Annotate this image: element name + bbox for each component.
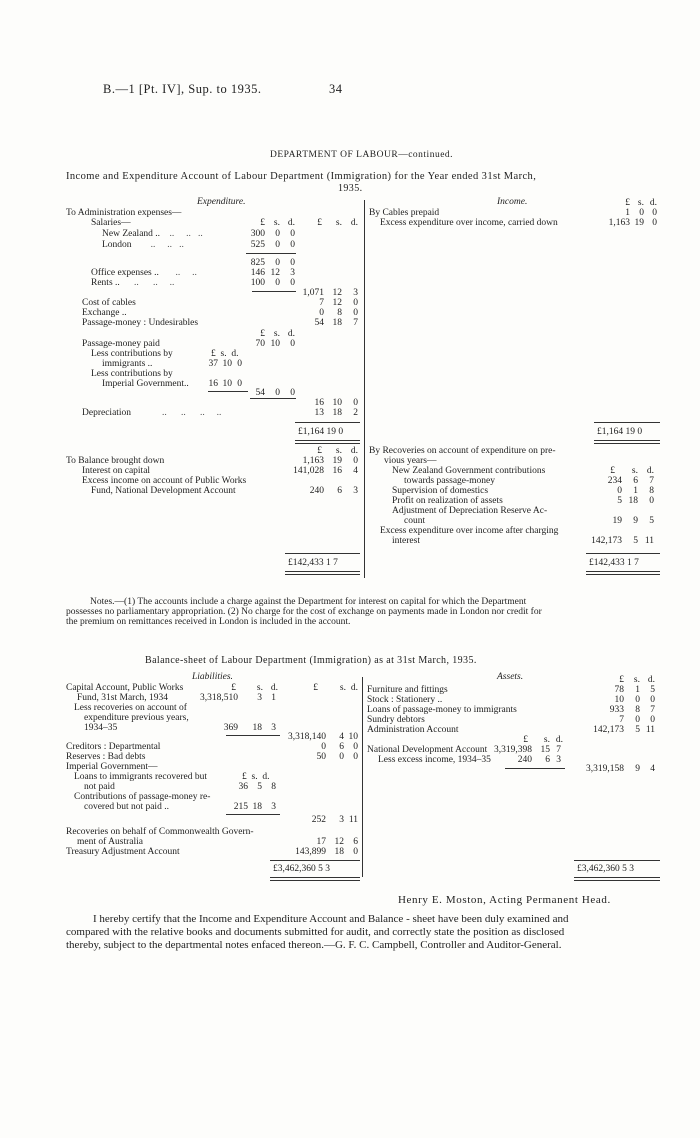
liab-loans-pounds: 36 [238, 782, 248, 792]
liab-contrib-pounds: 215 [233, 802, 248, 812]
liab-recoveries-label: Recoveries on behalf of Commonwealth Govern- [66, 827, 254, 837]
inc-nzgov-shillings: 6 [633, 476, 638, 486]
inc-cables-shillings: 0 [639, 208, 644, 218]
col-shilling: s. [339, 683, 346, 693]
exp-less2-pounds: 16 [208, 379, 218, 389]
inc-nzgov-pence: 7 [649, 476, 654, 486]
income-heading: Income. [497, 197, 528, 207]
inc-excess-label: Excess expenditure over income, carried down [380, 218, 558, 228]
rule [505, 768, 565, 769]
liab-capital-label-b: Fund, 31st March, 1934 [77, 693, 169, 703]
lsd-header: £ s. d. [211, 349, 239, 359]
asset-less-label: Less excess income, 1934–35 [378, 755, 491, 765]
inc-excess-interest-pounds: 142,173 [591, 536, 622, 546]
liab-less-label: Less recoveries on account of [74, 703, 187, 713]
rule [226, 814, 280, 815]
inc-recoveries-label-b: vious years— [384, 456, 437, 466]
liab-recoveries-shillings: 12 [334, 837, 344, 847]
inc-profit-pounds: 5 [617, 496, 622, 506]
col-shilling: s. [637, 198, 644, 208]
liab-capital-label: Capital Account, Public Works [66, 683, 184, 693]
rule [594, 422, 660, 423]
col-pence: d. [270, 683, 278, 693]
liab-creditors-pounds: 0 [321, 742, 326, 752]
inc-cables-pence: 0 [652, 208, 657, 218]
col-pound: £ [610, 466, 615, 476]
exp-exchange-label: Exchange .. [82, 308, 127, 318]
signature: Henry E. Moston, Acting Permanent Head. [398, 894, 611, 906]
asset-sundry-label: Sundry debtors [367, 715, 425, 725]
exp-cables-pounds: 7 [319, 298, 324, 308]
exp-nz-shillings: 0 [275, 229, 280, 239]
liab-creditors-shillings: 6 [339, 742, 344, 752]
inc-adjustment-pounds: 19 [612, 516, 622, 526]
col-pound: £ [625, 198, 630, 208]
inc-adjustment-pence: 5 [649, 516, 654, 526]
department-title: DEPARTMENT OF LABOUR—continued. [270, 150, 454, 160]
col-pence: d. [287, 218, 295, 228]
exp-passage-undesirables-shillings: 18 [332, 318, 342, 328]
col-shilling: s. [633, 675, 640, 685]
col-pound: £ [231, 683, 236, 693]
liab-capital-shillings: 3 [257, 693, 262, 703]
exp-cables-label: Cost of cables [82, 298, 136, 308]
liab-creditors-label: Creditors : Departmental [66, 742, 161, 752]
certificate-line-3: thereby, subject to the departmental notes enfaced thereon.—G. F. C. Campbell, Controller and Auditor-General. [66, 939, 562, 951]
inc-recoveries-label: By Recoveries on account of expenditure on pre- [369, 446, 556, 456]
expenditure-heading: Expenditure. [197, 197, 246, 207]
double-rule [295, 440, 360, 444]
inc-grand-total-2: £142,433 1 7 [589, 558, 639, 568]
exp-balance-down-label: To Balance brought down [66, 456, 165, 466]
rule [252, 291, 296, 292]
liab-contrib-label: Contributions of passage-money re- [74, 792, 211, 802]
liab-imperial-total-pence: 11 [348, 815, 358, 825]
asset-loans-label: Loans of passage-money to immigrants [367, 705, 517, 715]
asset-sundry-pounds: 7 [619, 715, 624, 725]
double-rule [594, 440, 660, 444]
asset-stock-pounds: 10 [614, 695, 624, 705]
inc-excess-pence: 0 [652, 218, 657, 228]
exp-depreciation-pence: 2 [353, 408, 358, 418]
col-pound: £ [523, 735, 528, 745]
exp-nz-pence: 0 [290, 229, 295, 239]
asset-admin-pounds: 142,173 [593, 725, 624, 735]
exp-less1-shillings: 10 [222, 359, 232, 369]
exp-interest-label: Interest on capital [82, 466, 151, 476]
rule [586, 553, 660, 554]
page-number: 34 [329, 82, 343, 96]
liab-capital-net-shillings: 4 [339, 732, 344, 742]
exp-less1-label-b: immigrants .. [102, 359, 153, 369]
liab-treasury-shillings: 18 [334, 847, 344, 857]
exp-less2-label-b: Imperial Government.. [102, 379, 189, 389]
col-pence: d. [350, 683, 358, 693]
col-pence: d. [555, 735, 563, 745]
rule [250, 398, 296, 399]
notes-line-2: possesses no parliamentary appropriation. (2) No charge for the cost of exchange on payments made in London nor credit for [66, 607, 542, 617]
inc-cables-pounds: 1 [625, 208, 630, 218]
asset-admin-label: Administration Account [367, 725, 459, 735]
asset-furniture-pence: 5 [650, 685, 655, 695]
inc-excess-shillings: 19 [634, 218, 644, 228]
asset-nda-net-pounds: 3,319,158 [586, 764, 624, 774]
exp-interest-pounds: 141,028 [293, 466, 324, 476]
liab-contrib-shillings: 18 [252, 802, 262, 812]
exp-passage-undesirables-label: Passage-money : Undesirables [82, 318, 199, 328]
liab-loans-label: Loans to immigrants recovered but [74, 772, 207, 782]
liab-imperial-label: Imperial Government— [66, 762, 158, 772]
exp-depreciation-shillings: 18 [332, 408, 342, 418]
exp-balance-down-pounds: 1,163 [302, 456, 324, 466]
asset-less-shillings: 6 [545, 755, 550, 765]
inc-adjustment-shillings: 9 [633, 516, 638, 526]
asset-nda-label: National Development Account [367, 745, 488, 755]
asset-admin-pence: 11 [645, 725, 655, 735]
col-pound: £ [619, 675, 624, 685]
inc-supervision-label: Supervision of domestics [392, 486, 489, 496]
double-rule [285, 571, 360, 575]
liab-loans-label-b: not paid [84, 782, 115, 792]
liab-reserves-shillings: 0 [339, 752, 344, 762]
liab-capital-net-pounds: 3,318,140 [288, 732, 326, 742]
exp-admin-total-shillings: 12 [332, 288, 342, 298]
ie-title-line1: Income and Expenditure Account of Labour Department (Immigration) for the Year ended 31st March, [66, 171, 537, 182]
double-rule [586, 571, 660, 575]
col-shilling: s. [543, 735, 550, 745]
inc-excess-interest-shillings: 5 [633, 536, 638, 546]
exp-interest-pence: 4 [353, 466, 358, 476]
exp-office-label: Office expenses .. .. .. [91, 268, 197, 278]
liab-recoveries-pence: 6 [353, 837, 358, 847]
exp-salaries-label: Salaries— [91, 218, 131, 228]
col-pence: d. [646, 466, 654, 476]
liab-loans-pence: 8 [271, 782, 276, 792]
exp-passage-undesirables-pounds: 54 [314, 318, 324, 328]
asset-less-pence: 3 [556, 755, 561, 765]
exp-london-shillings: 0 [275, 240, 280, 250]
liab-less-pence: 3 [271, 723, 276, 733]
inc-excess-interest-label: Excess expenditure over income after charging [380, 526, 559, 536]
liab-reserves-pence: 0 [353, 752, 358, 762]
inc-profit-pence: 0 [649, 496, 654, 506]
certificate-line-2: compared with the relative books and documents submitted for audit, and correctly state the position as disclosed [66, 926, 565, 938]
exp-london-pounds: 525 [250, 240, 265, 250]
liab-grand-total: £3,462,360 5 3 [273, 864, 330, 874]
double-rule [574, 877, 660, 881]
exp-rents-shillings: 0 [275, 278, 280, 288]
rule [246, 253, 296, 254]
liabilities-heading: Liabilities. [192, 672, 233, 682]
exp-balance-down-pence: 0 [353, 456, 358, 466]
exp-salaries-total-pounds: 825 [250, 258, 265, 268]
col-shilling: s. [273, 218, 280, 228]
exp-cables-shillings: 12 [332, 298, 342, 308]
exp-office-shillings: 12 [270, 268, 280, 278]
double-rule [270, 877, 360, 881]
exp-less-total-pence: 0 [290, 388, 295, 398]
exp-admin-total-pounds: 1,071 [302, 288, 324, 298]
col-pence: d. [350, 218, 358, 228]
inc-supervision-pounds: 0 [617, 486, 622, 496]
liab-less-label-b: expenditure previous years, [84, 713, 189, 723]
exp-depreciation-pounds: 13 [314, 408, 324, 418]
rule [574, 860, 660, 861]
exp-rents-label: Rents .. .. .. .. [91, 278, 175, 288]
exp-excess-pence: 3 [353, 486, 358, 496]
asset-nda-pounds: 3,319,398 [494, 745, 532, 755]
rule [270, 860, 360, 861]
exp-balance-down-shillings: 19 [332, 456, 342, 466]
liab-less-shillings: 18 [252, 723, 262, 733]
inc-supervision-pence: 8 [649, 486, 654, 496]
col-shilling: s. [335, 446, 342, 456]
exp-less2-shillings: 10 [222, 379, 232, 389]
exp-passage-net-pounds: 16 [314, 398, 324, 408]
asset-furniture-label: Furniture and fittings [367, 685, 448, 695]
exp-cables-pence: 0 [353, 298, 358, 308]
exp-london-label: London .. .. .. [102, 240, 184, 250]
liab-reserves-pounds: 50 [316, 752, 326, 762]
liab-treasury-label: Treasury Adjustment Account [66, 847, 180, 857]
exp-passage-paid-pence: 0 [290, 339, 295, 349]
col-pound: £ [260, 329, 265, 339]
col-shilling: s. [631, 466, 638, 476]
page-ref: B.—1 [Pt. IV], Sup. to 1935. [103, 82, 262, 96]
liab-contrib-pence: 3 [271, 802, 276, 812]
exp-exchange-shillings: 8 [337, 308, 342, 318]
exp-passage-net-shillings: 10 [332, 398, 342, 408]
asset-loans-pounds: 933 [609, 705, 624, 715]
exp-excess-shillings: 6 [337, 486, 342, 496]
liab-contrib-label-b: covered but not paid .. [84, 802, 169, 812]
inc-excess-interest-pence: 11 [644, 536, 654, 546]
asset-loans-shillings: 8 [635, 705, 640, 715]
ie-center-rule [364, 200, 365, 578]
exp-passage-paid-label: Passage-money paid [82, 339, 160, 349]
exp-less2-label: Less contributions by [91, 369, 173, 379]
inc-nzgov-label: New Zealand Government contributions [392, 466, 546, 476]
exp-admin-total-pence: 3 [353, 288, 358, 298]
asset-less-pounds: 240 [517, 755, 532, 765]
col-pence: d. [649, 198, 657, 208]
inc-profit-label: Profit on realization of assets [392, 496, 503, 506]
inc-adjustment-label-b: count [404, 516, 426, 526]
col-shilling: s. [256, 683, 263, 693]
exp-interest-shillings: 16 [332, 466, 342, 476]
liab-recoveries-pounds: 17 [316, 837, 326, 847]
asset-furniture-pounds: 78 [614, 685, 624, 695]
exp-rents-pence: 0 [290, 278, 295, 288]
asset-grand-total: £3,462,360 5 3 [577, 864, 634, 874]
liab-imperial-total-pounds: 252 [311, 815, 326, 825]
rule [295, 422, 360, 423]
exp-grand-total-2: £142,433 1 7 [288, 558, 338, 568]
asset-admin-shillings: 5 [635, 725, 640, 735]
inc-nzgov-pounds: 234 [607, 476, 622, 486]
exp-less2-pence: 0 [237, 379, 242, 389]
exp-rents-pounds: 100 [250, 278, 265, 288]
rule [285, 553, 360, 554]
exp-passage-paid-shillings: 10 [270, 339, 280, 349]
bs-title: Balance-sheet of Labour Department (Immigration) as at 31st March, 1935. [145, 655, 477, 666]
col-pence: d. [647, 675, 655, 685]
asset-stock-pence: 0 [650, 695, 655, 705]
asset-sundry-pence: 0 [650, 715, 655, 725]
asset-nda-net-pence: 4 [650, 764, 655, 774]
col-pound: £ [313, 683, 318, 693]
asset-sundry-shillings: 0 [635, 715, 640, 725]
col-pence: d. [350, 446, 358, 456]
exp-nz-pounds: 300 [250, 229, 265, 239]
exp-exchange-pence: 0 [353, 308, 358, 318]
notes-line-3: the premium on remittances received in London is included in the account. [66, 617, 351, 627]
exp-london-pence: 0 [290, 240, 295, 250]
lsd-header: £ s. d. [242, 772, 270, 782]
asset-stock-label: Stock : Stationery .. [367, 695, 443, 705]
asset-nda-pence: 7 [556, 745, 561, 755]
col-pound: £ [317, 218, 322, 228]
inc-cables-label: By Cables prepaid [369, 208, 440, 218]
exp-excess-label-b: Fund, National Development Account [91, 486, 236, 496]
asset-furniture-shillings: 1 [635, 685, 640, 695]
liab-creditors-pence: 0 [353, 742, 358, 752]
certificate-line-1: I hereby certify that the Income and Expenditure Account and Balance - sheet have been duly examined and [93, 913, 569, 925]
liab-reserves-label: Reserves : Bad debts [66, 752, 146, 762]
inc-supervision-shillings: 1 [633, 486, 638, 496]
liab-less-pounds: 369 [223, 723, 238, 733]
asset-nda-shillings: 15 [540, 745, 550, 755]
exp-passage-paid-pounds: 70 [255, 339, 265, 349]
exp-less-total-pounds: 54 [255, 388, 265, 398]
liab-loans-shillings: 5 [257, 782, 262, 792]
exp-less1-pounds: 37 [208, 359, 218, 369]
liab-capital-net-pence: 10 [348, 732, 358, 742]
exp-excess-pounds: 240 [309, 486, 324, 496]
liab-treasury-pounds: 143,899 [295, 847, 326, 857]
exp-exchange-pounds: 0 [319, 308, 324, 318]
exp-office-pence: 3 [290, 268, 295, 278]
liab-less-label-c: 1934–35 [84, 723, 118, 733]
inc-nzgov-label-b: towards passage-money [404, 476, 496, 486]
inc-excess-pounds: 1,163 [608, 218, 630, 228]
exp-depreciation-label: Depreciation .. .. .. .. [82, 408, 222, 418]
exp-less-total-shillings: 0 [275, 388, 280, 398]
exp-passage-net-pence: 0 [353, 398, 358, 408]
exp-less1-pence: 0 [237, 359, 242, 369]
assets-heading: Assets. [497, 672, 524, 682]
inc-grand-total: £1,164 19 0 [597, 427, 643, 437]
col-pound: £ [317, 446, 322, 456]
exp-salaries-total-pence: 0 [290, 258, 295, 268]
liab-capital-pence: 1 [271, 693, 276, 703]
col-pence: d. [287, 329, 295, 339]
exp-less1-label: Less contributions by [91, 349, 173, 359]
exp-passage-undesirables-pence: 7 [353, 318, 358, 328]
exp-grand-total: £1,164 19 0 [298, 427, 344, 437]
asset-stock-shillings: 0 [635, 695, 640, 705]
inc-excess-interest-label-b: interest [392, 536, 420, 546]
inc-adjustment-label: Adjustment of Depreciation Reserve Ac- [392, 506, 548, 516]
exp-nz-label: New Zealand .. .. .. .. [102, 229, 203, 239]
bs-center-rule [362, 677, 363, 877]
exp-office-pounds: 146 [250, 268, 265, 278]
col-pound: £ [260, 218, 265, 228]
exp-excess-label: Excess income on account of Public Works [82, 476, 247, 486]
ie-title-line2: 1935. [338, 183, 363, 194]
asset-nda-net-shillings: 9 [635, 764, 640, 774]
exp-admin-label: To Administration expenses— [66, 208, 182, 218]
col-shilling: s. [335, 218, 342, 228]
liab-imperial-total-shillings: 3 [339, 815, 344, 825]
liab-treasury-pence: 0 [353, 847, 358, 857]
asset-loans-pence: 7 [650, 705, 655, 715]
liab-recoveries-label-b: ment of Australia [77, 837, 143, 847]
rule [226, 735, 280, 736]
inc-profit-shillings: 18 [628, 496, 638, 506]
exp-salaries-total-shillings: 0 [275, 258, 280, 268]
liab-capital-pounds: 3,318,510 [200, 693, 238, 703]
notes-line-1: Notes.—(1) The accounts include a charge against the Department for interest on capital for which the Department [90, 597, 527, 607]
col-shilling: s. [273, 329, 280, 339]
